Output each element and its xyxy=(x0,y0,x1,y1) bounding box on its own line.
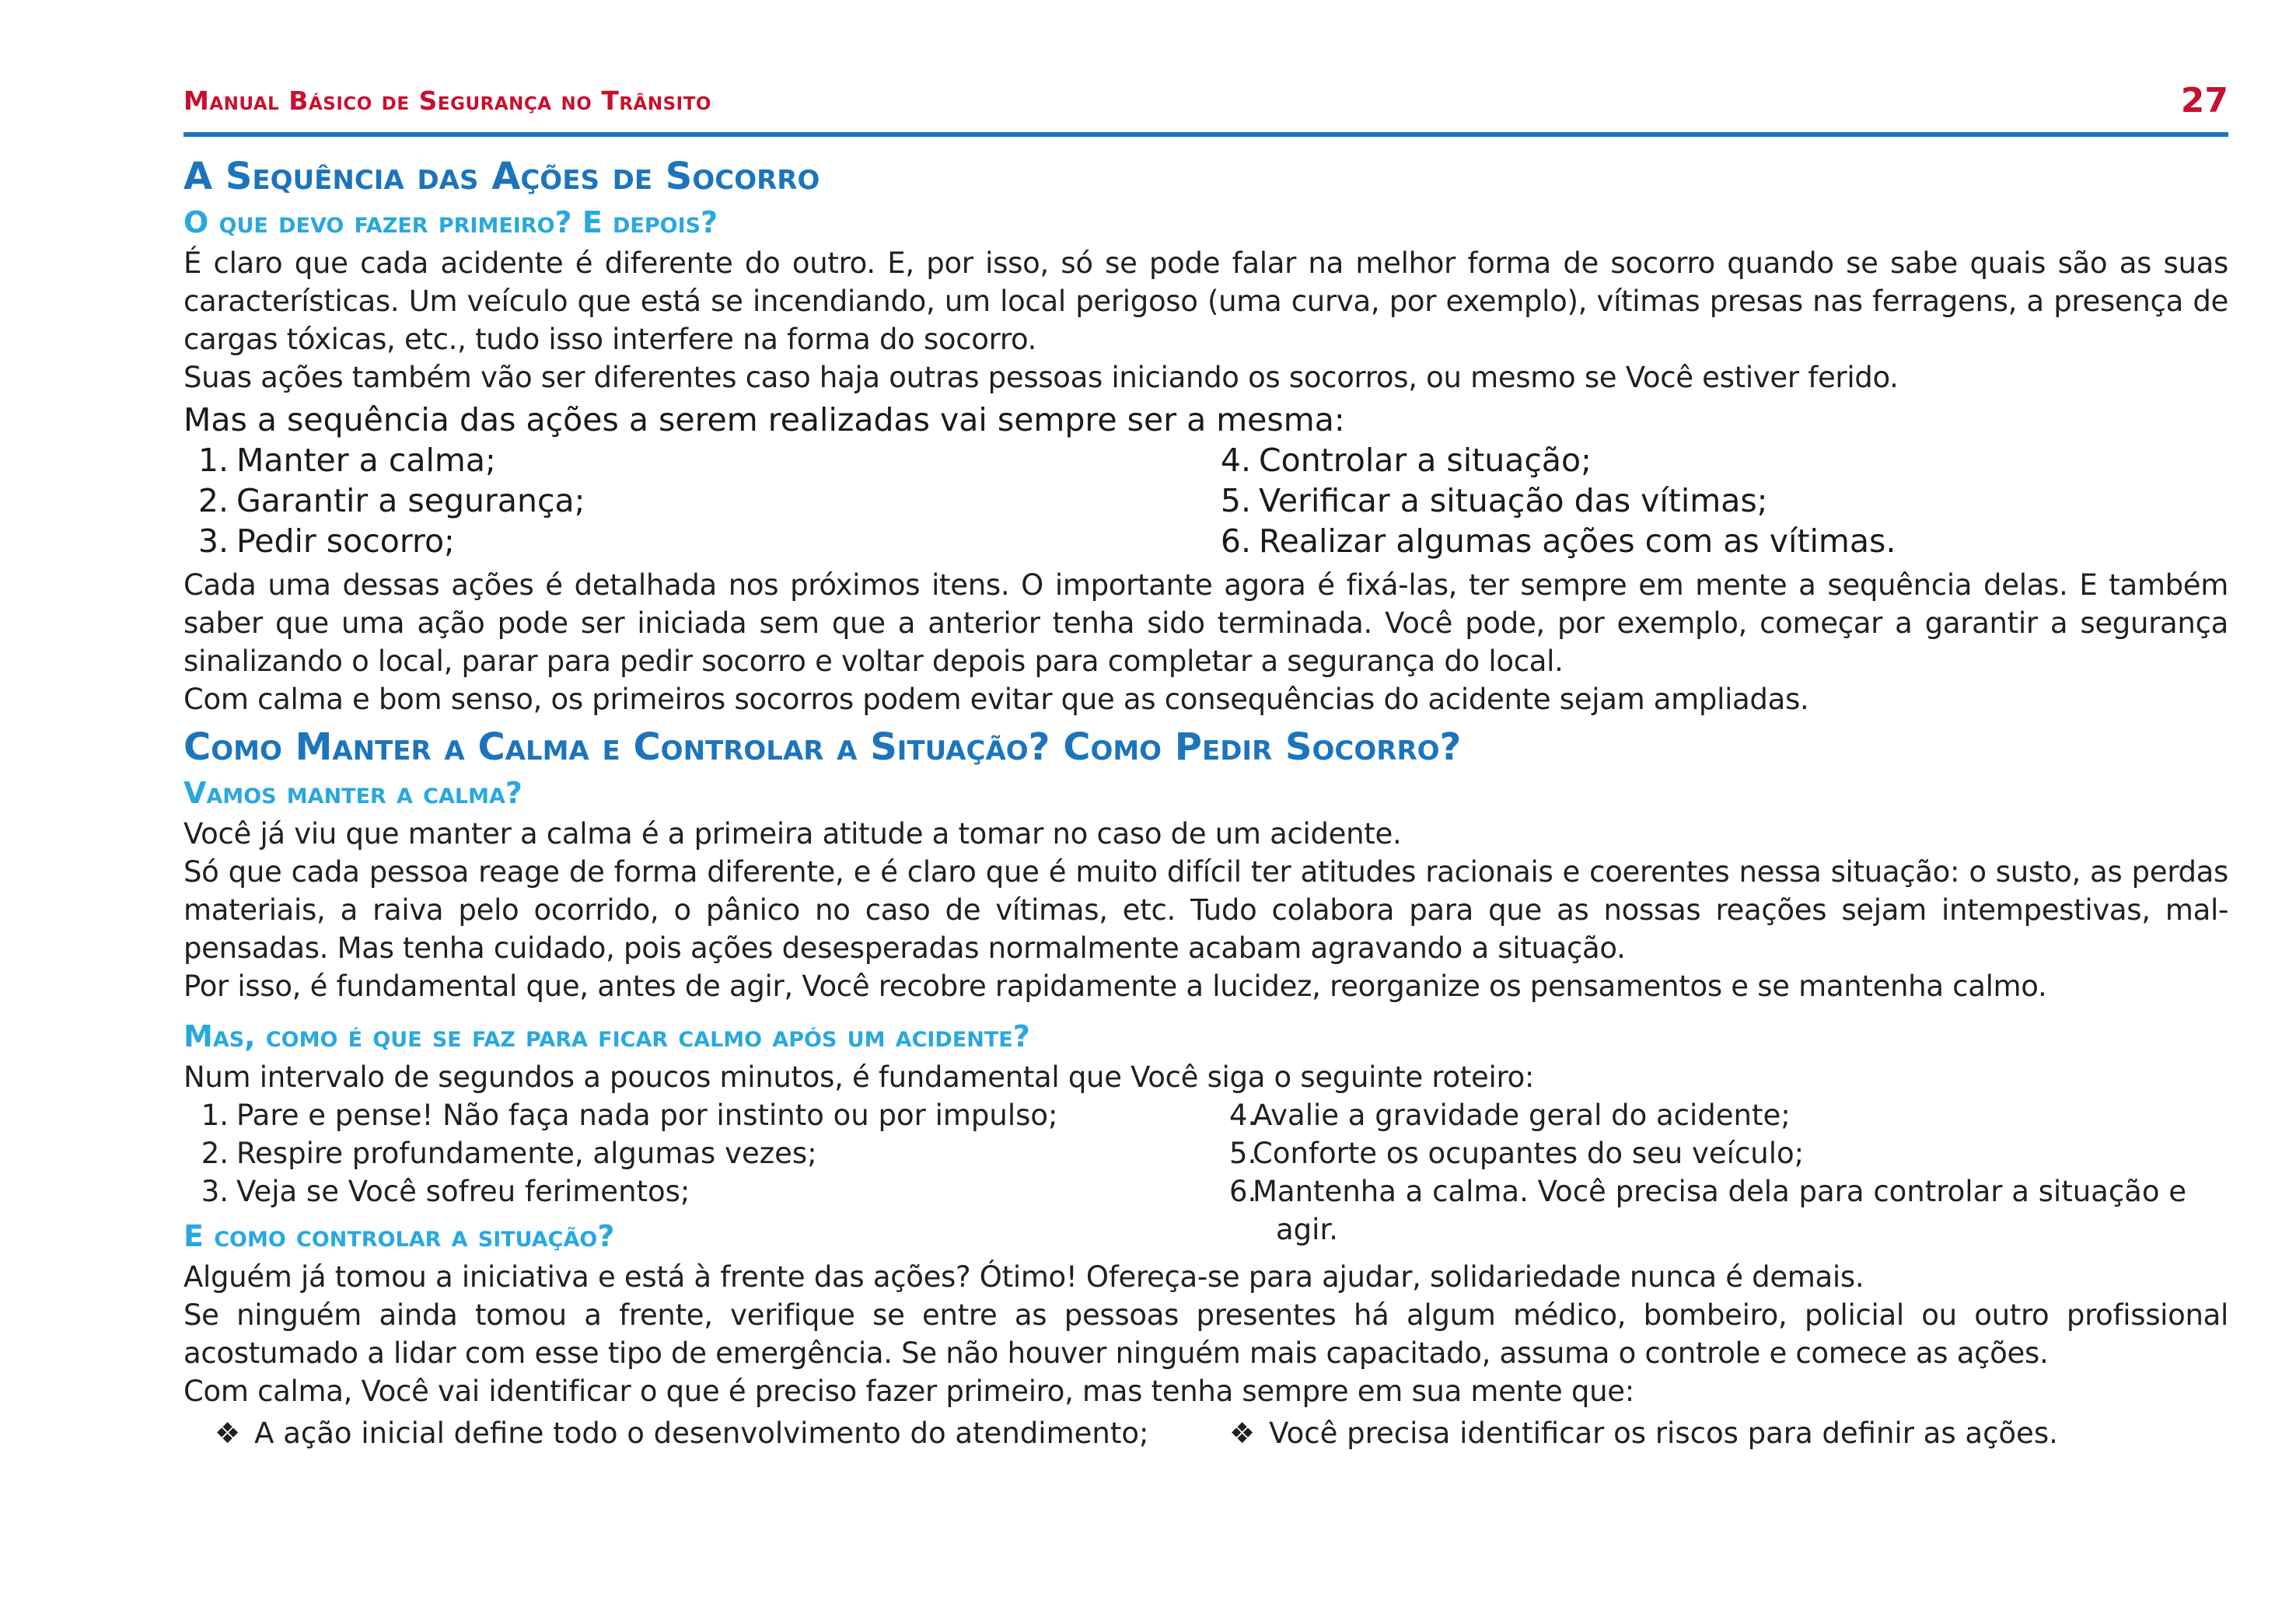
item-text: Verificar a situação das vítimas; xyxy=(1259,482,1768,519)
subtitle-manter-calma: Vamos manter a calma? xyxy=(183,776,522,810)
subtitle-primeiro-depois: O que devo fazer primeiro? E depois? xyxy=(183,205,718,239)
item-text: Realizar algumas ações com as vítimas. xyxy=(1259,522,1896,560)
diamond-bullet-icon: ❖ xyxy=(1229,1417,1256,1450)
list-item xyxy=(183,1134,1229,1172)
list-item xyxy=(1229,1096,2228,1134)
item-number: 4. xyxy=(1229,1099,1257,1132)
item-text: Conforte os ocupantes do seu veículo; xyxy=(1253,1137,1805,1170)
item-text: Veja se Você sofreu ferimentos; xyxy=(236,1175,690,1208)
list-item xyxy=(1206,440,2228,480)
paragraph: Só que cada pessoa reage de forma diferente, e é claro que é muito difícil ter atitudes racionais e coerentes nessa situação: o susto, as perdas materiais, a raiva pelo ocorrido, o pânico no caso de vítimas, etc. Tudo colabora para que as nossas reações sejam intempestivas, mal-pensadas. Mas tenha cuidado, pois ações desesperadas normalmente acabam agravando a situação. xyxy=(183,855,2228,965)
item-number: 1. xyxy=(201,1099,229,1132)
header-rule xyxy=(183,132,2228,137)
bullet-text: A ação inicial define todo o desenvolvimento do atendimento; xyxy=(254,1417,1149,1450)
paragraph: Com calma, Você vai identificar o que é preciso fazer primeiro, mas tenha sempre em sua mente que: xyxy=(183,1375,1634,1408)
list-item xyxy=(183,440,1206,480)
action-steps-right xyxy=(1206,440,2228,561)
action-steps xyxy=(183,440,2228,561)
subtitle-controlar-situacao: E como controlar a situação? xyxy=(183,1219,615,1253)
diamond-bullet-icon: ❖ xyxy=(215,1417,241,1450)
item-text: Pedir socorro; xyxy=(236,522,455,560)
item-text: Pare e pense! Não faça nada por instinto ou por impulso; xyxy=(236,1099,1058,1132)
bullet-item xyxy=(183,1413,1229,1454)
item-number: 6. xyxy=(1220,522,1251,560)
section-title-calma-socorro: Como Manter a Calma e Controlar a Situação? Como Pedir Socorro? xyxy=(183,725,1462,769)
list-item xyxy=(183,1096,1229,1134)
paragraph: Alguém já tomou a iniciativa e está à frente das ações? Ótimo! Ofereça-se para ajudar, solidariedade nunca é demais. xyxy=(183,1260,1864,1294)
list-item xyxy=(1206,521,2228,561)
bullet-text: Você precisa identificar os riscos para definir as ações. xyxy=(1269,1417,2058,1450)
item-text: Manter a calma; xyxy=(236,442,496,479)
paragraph: Num intervalo de segundos a poucos minutos, é fundamental que Você siga o seguinte roteiro: xyxy=(183,1060,1535,1094)
running-header xyxy=(183,81,2228,128)
paragraph: Você já viu que manter a calma é a primeira atitude a tomar no caso de um acidente. xyxy=(183,817,1402,851)
action-steps-left xyxy=(183,440,1206,561)
subtitle-ficar-calmo: Mas, como é que se faz para ficar calmo após um acidente? xyxy=(183,1019,1030,1053)
paragraph: Se ninguém ainda tomou a frente, verifique se entre as pessoas presentes há algum médico, bombeiro, policial ou outro profissional acostumado a lidar com esse tipo de emergência. Se não houver ninguém mais capacitado, assuma o controle e comece as ações. xyxy=(183,1298,2228,1370)
roteiro-right xyxy=(1229,1096,2228,1249)
item-number: 3. xyxy=(201,1175,229,1208)
paragraph: Por isso, é fundamental que, antes de agir, Você recobre rapidamente a lucidez, reorganize os pensamentos e se mantenha calmo. xyxy=(183,969,2047,1003)
item-number: 5. xyxy=(1220,482,1251,519)
list-item xyxy=(183,480,1206,521)
item-number: 2. xyxy=(197,482,229,519)
sequence-lead: Mas a sequência das ações a serem realizadas vai sempre ser a mesma: xyxy=(183,401,1345,438)
item-number: 2. xyxy=(201,1137,229,1170)
running-title: Manual Básico de Segurança no Trânsito xyxy=(183,86,711,116)
item-number: 4. xyxy=(1220,442,1251,479)
list-item xyxy=(183,1172,1229,1210)
paragraph: Cada uma dessas ações é detalhada nos próximos itens. O importante agora é fixá-las, ter sempre em mente a sequência delas. E também saber que uma ação pode ser iniciada sem que a anterior tenha sido terminada. Você pode, por exemplo, começar a garantir a segurança sinalizando o local, parar para pedir socorro e voltar depois para completar a segurança do local. xyxy=(183,568,2228,678)
item-text: Mantenha a calma. Você precisa dela para controlar a situação e agir. xyxy=(1253,1175,2187,1246)
bullet-list xyxy=(183,1413,2228,1454)
list-item xyxy=(1229,1172,2228,1249)
paragraph: Com calma e bom senso, os primeiros socorros podem evitar que as consequências do acidente sejam ampliadas. xyxy=(183,683,1809,716)
section-title-sequencia: A Sequência das Ações de Socorro xyxy=(183,155,820,198)
page-content xyxy=(183,152,2228,1454)
item-text: Avalie a gravidade geral do acidente; xyxy=(1253,1099,1791,1132)
item-text: Respire profundamente, algumas vezes; xyxy=(236,1137,817,1170)
list-item xyxy=(183,521,1206,561)
item-text: Garantir a segurança; xyxy=(236,482,585,519)
paragraph: É claro que cada acidente é diferente do outro. E, por isso, só se pode falar na melhor forma de socorro quando se sabe quais são as suas características. Um veículo que está se incendiando, um local perigoso (uma curva, por exemplo), vítimas presas nas ferragens, a presença de cargas tóxicas, etc., tudo isso interfere na forma do socorro. xyxy=(183,246,2228,356)
paragraph: Suas ações também vão ser diferentes caso haja outras pessoas iniciando os socorros, ou mesmo se Você estiver ferido. xyxy=(183,361,1899,394)
list-item xyxy=(1229,1134,2228,1172)
item-number: 1. xyxy=(197,442,229,479)
item-number: 3. xyxy=(197,522,229,560)
list-item xyxy=(1206,480,2228,521)
item-text: Controlar a situação; xyxy=(1259,442,1592,479)
item-number: 5. xyxy=(1229,1137,1257,1170)
item-number: 6. xyxy=(1229,1175,1257,1208)
page-number: 27 xyxy=(2180,81,2228,121)
bullet-item xyxy=(1229,1413,2058,1454)
